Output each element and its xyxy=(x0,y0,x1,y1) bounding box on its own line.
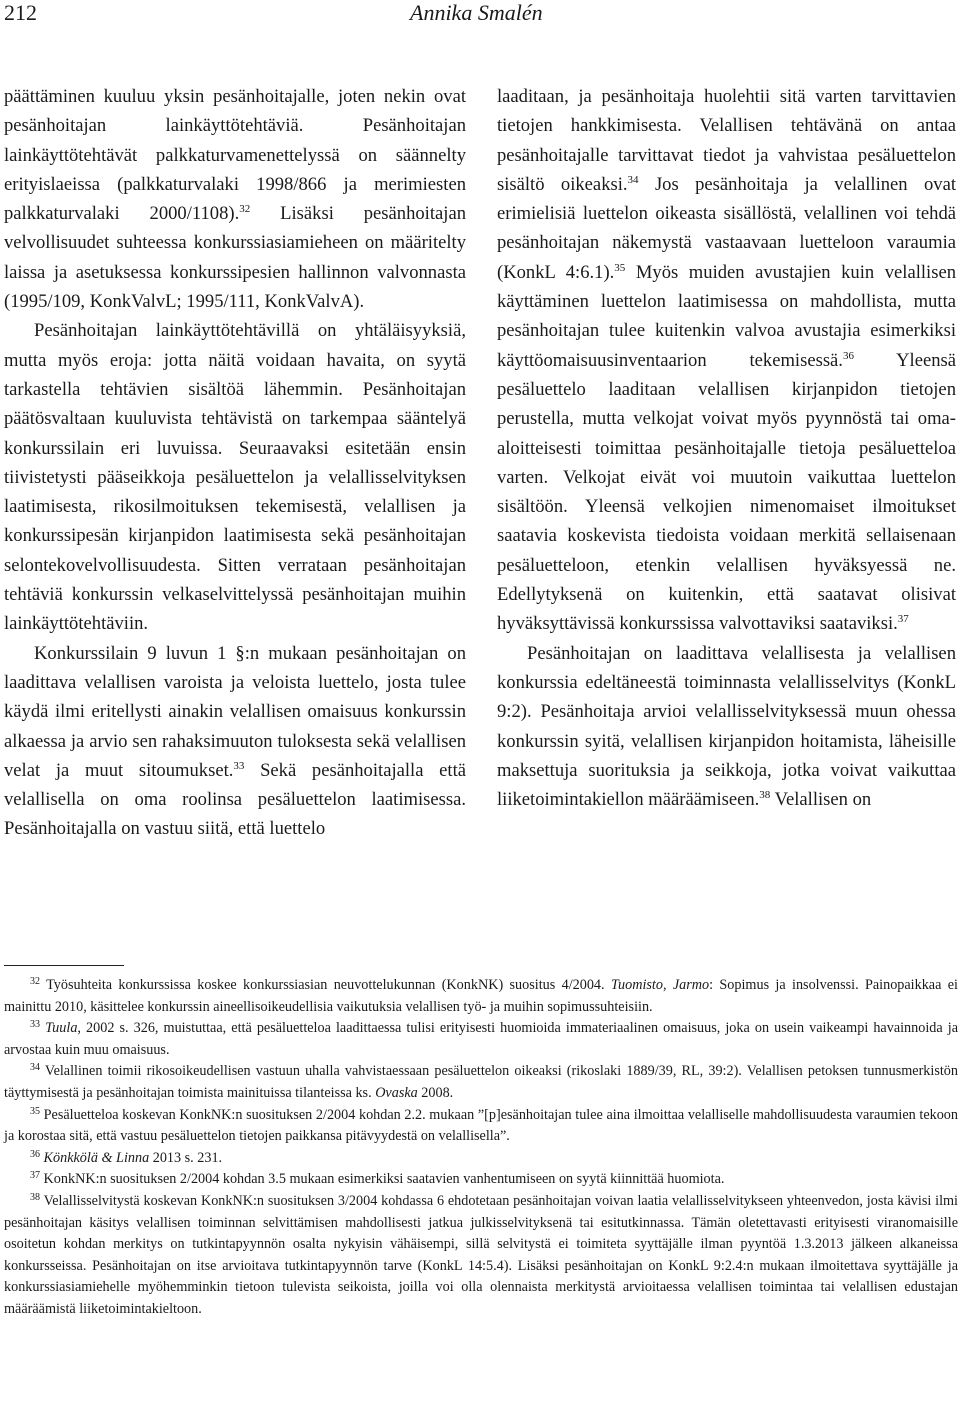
author-name: Tuula xyxy=(45,1020,78,1037)
page-number: 212 xyxy=(4,0,37,25)
text-run: päättäminen kuuluu yksin pesänhoitajalle, joten nekin ovat pesänhoitajan lainkäyttötehtäviä. Pesänhoitajan lainkäyttötehtävät palkkaturvamenettelyssä on säännelty erityislaeissa (palkkaturvalaki 1998/866 ja merimiesten palkkaturvalaki 2000/1108). xyxy=(4,86,466,225)
footnote-number: 33 xyxy=(30,1019,40,1031)
text-run: Konkurssilain 9 luvun 1 §:n mukaan pesänhoitajan on laadittava velallisen varoista ja veloista luettelo, josta tulee käydä ilmi eritellysti ainakin velallisen omaisuus konkurssin alkaessa ja arvio sen rahaksimuuton tuloksesta sekä velallisen velat ja muut sitoumukset. xyxy=(4,642,466,781)
footnote-ref[interactable]: 38 xyxy=(759,789,771,802)
footnote-ref[interactable]: 34 xyxy=(627,173,639,186)
author-name: Ovaska xyxy=(375,1084,418,1101)
text-run: , 2002 s. 326, muistuttaa, että pesäluetteloa laadittaessa tulisi erityisesti huomioida immateriaalinen omaisuus, joka on usein vaikeampi havainnoida ja arvostaa kuin muu omaisuus. xyxy=(4,1020,958,1058)
author-name: Tuomisto xyxy=(610,977,663,993)
text-run: : Sopimus ja insolvenssi. Painopaikkaa ei mainittu 2010, käsittelee konkurssin aineellisoikeudellisia vaikutuksia velallisen työ- ja muihin sopimussuhteisiin. xyxy=(4,977,958,1015)
text-run: Pesänhoitajan on laadittava velallisesta ja velallisen konkurssia edeltäneestä toiminnasta velallisselvitys (KonkL 9:2). Pesänhoitaja arvioi velallisselvityksessä muun ohessa konkurssin syitä, velallisen kirjanpidon hoitamista, läheisille maksettuja suorituksia ja seikkoja, jotka voivat vaikuttaa liiketoimintakiellon määräämiseen. xyxy=(497,642,956,811)
footnote-ref[interactable]: 32 xyxy=(239,203,251,216)
author-name: Jarmo xyxy=(672,977,710,993)
paragraph xyxy=(4,639,466,844)
footnote-37 xyxy=(4,1169,958,1191)
text-run: Lisäksi pesänhoitajan velvollisuudet suhteessa konkurssiasiamieheen on määritelty laissa ja asetuksessa konkurssipesien hallinnon valvonnasta (1995/109, KonkValvL; 1995/111, KonkValvA). xyxy=(4,203,466,313)
footnotes xyxy=(4,975,958,1321)
footnote-35 xyxy=(4,1105,958,1148)
footnote-ref[interactable]: 36 xyxy=(842,349,854,362)
right-column xyxy=(497,82,956,814)
text-run: Jos pesänhoitaja ja velallinen ovat erimielisiä luettelon oikeasta sisällöstä, velallinen voi tehdä pesänhoitajan näkemystä vastaavaan luetteloon varaumia (KonkL 4:6.1). xyxy=(497,173,957,283)
footnote-number: 37 xyxy=(30,1170,40,1182)
footnote-36 xyxy=(4,1148,958,1170)
text-run: Myös muiden avustajien kuin velallisen käyttäminen luettelon laatimisessa on mahdollista, mutta pesänhoitajan tulee kuitenkin valvoa avustajia esimerkiksi käyttöomaisuusinventaarion tekemisessä. xyxy=(497,261,956,371)
footnote-number: 36 xyxy=(30,1148,40,1160)
text-run: KonkNK:n suosituksen 2/2004 kohdan 3.5 mukaan esimerkiksi saatavien vanhentumiseen on syytä kiinnittää huomiota. xyxy=(40,1171,725,1188)
text-run: Pesäluetteloa koskevan KonkNK:n suosituksen 2/2004 kohdan 2.2. mukaan ”[p]esänhoitajan tulee aina ilmoittaa velalliselle mahdollisuudesta varaumien tekoon ja korostaa sitä, että vastuu pesäluettelon tietojen paikkansa pitävyydestä on velallisella”. xyxy=(4,1106,958,1145)
text-run: Työsuhteita konkurssissa koskee konkurssiasian neuvottelukunnan (KonkNK) suositus 4/2004. xyxy=(40,977,611,993)
footnote-number: 34 xyxy=(30,1062,40,1074)
footnote-divider xyxy=(4,965,124,966)
footnote-number: 35 xyxy=(30,1105,40,1117)
text-run: 2013 s. 231. xyxy=(149,1149,223,1166)
footnote-ref[interactable]: 35 xyxy=(614,261,626,274)
footnote-number: 38 xyxy=(30,1191,40,1203)
running-head: Annika Smalén xyxy=(410,0,543,25)
left-column xyxy=(4,82,466,844)
text-run: Velallisselvitystä koskevan KonkNK:n suosituksen 3/2004 kohdassa 6 ehdotetaan pesänhoitajan voivan laatia velallisselvitykseen yhteenvedon, josta kävisi ilmi pesänhoitajan käsitys velallisen toiminnan selvittämisen mahdollisesti jatkua julkisselvityksenä tai esitutkinnassa. Tämän oletettavasti erityisesti viranomaisille osoitetun kohdan merkitys on tutkintapyynnön osalta nykyisin vähäisempi, sillä selvitystä ei toimiteta syyttäjälle ilman pyyntöä 1.3.2013 jälkeen alkaneissa konkursseissa. Pesänhoitajan on itse arvioitava tutkintapyynnön tarve (KonkL 14:5.4). Lisäksi pesänhoitajan on KonkL 9:2.4:n mukaan ilmoitettava syyttäjälle ja konkurssiasiamiehelle myöhemminkin tietoon tulevista seikoista, joilla voi olla olennaista merkitystä arvioitaessa velallisen toimintaa tai velallisen edustajan määräämistä liiketoimintakieltoon. xyxy=(4,1192,958,1317)
page-header xyxy=(0,0,960,40)
footnote-32 xyxy=(4,975,958,1018)
paragraph xyxy=(497,82,956,639)
text-run: Velallisen on xyxy=(770,789,872,811)
footnote-ref[interactable]: 33 xyxy=(233,759,245,772)
text-run: laaditaan, ja pesänhoitaja huolehtii sitä varten tarvittavien tietojen hankkimisesta. Velallisen tehtävänä on antaa pesänhoitajalle tarvittavat tiedot ja vahvistaa pesäluettelon sisältö oikeaksi. xyxy=(497,86,956,195)
footnote-ref[interactable]: 37 xyxy=(897,613,909,626)
text-run: Yleensä pesäluettelo laaditaan velallisen kirjanpidon tietojen perustella, mutta velkojat voivat myös pyynnöstä tai oma-aloitteisesti toimittaa pesänhoitajalle tietoja pesäluetteloa varten. Velkojat eivät voi muutoin vaikuttaa luettelon sisältöön. Yleensä velkojien nimenomaiset ilmoitukset saatavia koskevista tiedoista voidaan merkitä sellaisenaan pesäluetteloon, etenkin velallisen hyväksyessä ne. Edellytyksenä on kuitenkin, että saatavat olisivat hyväksyttävissä konkurssissa valvottaviksi saataviksi. xyxy=(497,349,957,635)
paragraph xyxy=(497,639,956,815)
text-run: Velallinen toimii rikosoikeudellisen vastuun uhalla vahvistaessaan pesäluettelon oikeaksi (rikoslaki 1889/39, RL, 39:2). Velallisen petoksen tunnusmerkistön täyttymisestä ja pesänhoitajan toimista mainituissa tilanteissa ks. xyxy=(4,1063,958,1101)
paragraph xyxy=(4,82,466,316)
text-run: Sekä pesänhoitajalla että velallisella on oma roolinsa pesäluettelon laatimisessa. Pesänhoitajalla on vastuu siitä, että luettelo xyxy=(4,759,466,840)
footnote-34 xyxy=(4,1061,958,1104)
footnote-33 xyxy=(4,1018,958,1061)
footnote-38 xyxy=(4,1191,958,1321)
text-run: 2008. xyxy=(417,1084,454,1101)
author-name: Könkkölä & Linna xyxy=(43,1149,150,1166)
footnote-number: 32 xyxy=(30,976,40,987)
paragraph: Pesänhoitajan lainkäyttötehtävillä on yhtäläisyyksiä, mutta myös eroja: jotta näitä voidaan havaita, on syytä tarkastella tehtävien sisältöä lähemmin. Pesänhoitajan päätösvaltaan kuuluvista tehtävistä on tarkempaa sääntelyä konkurssilain eri luvuissa. Seuraavaksi esitetään ensin tiivistetysti pääseikkoja pesäluettelon ja velallisselvityksen laatimisesta, rikosilmoituksen tekemisestä, velallisen ja konkurssipesän kirjanpidon laatimisesta sekä pesänhoitajan selontekovelvollisuudesta. Sitten verrataan pesänhoitajan tehtäviä konkurssin velkaselvittelyssä pesänhoitajan muihin lainkäyttötehtäviin. xyxy=(4,320,466,635)
text-run: , xyxy=(662,977,673,993)
